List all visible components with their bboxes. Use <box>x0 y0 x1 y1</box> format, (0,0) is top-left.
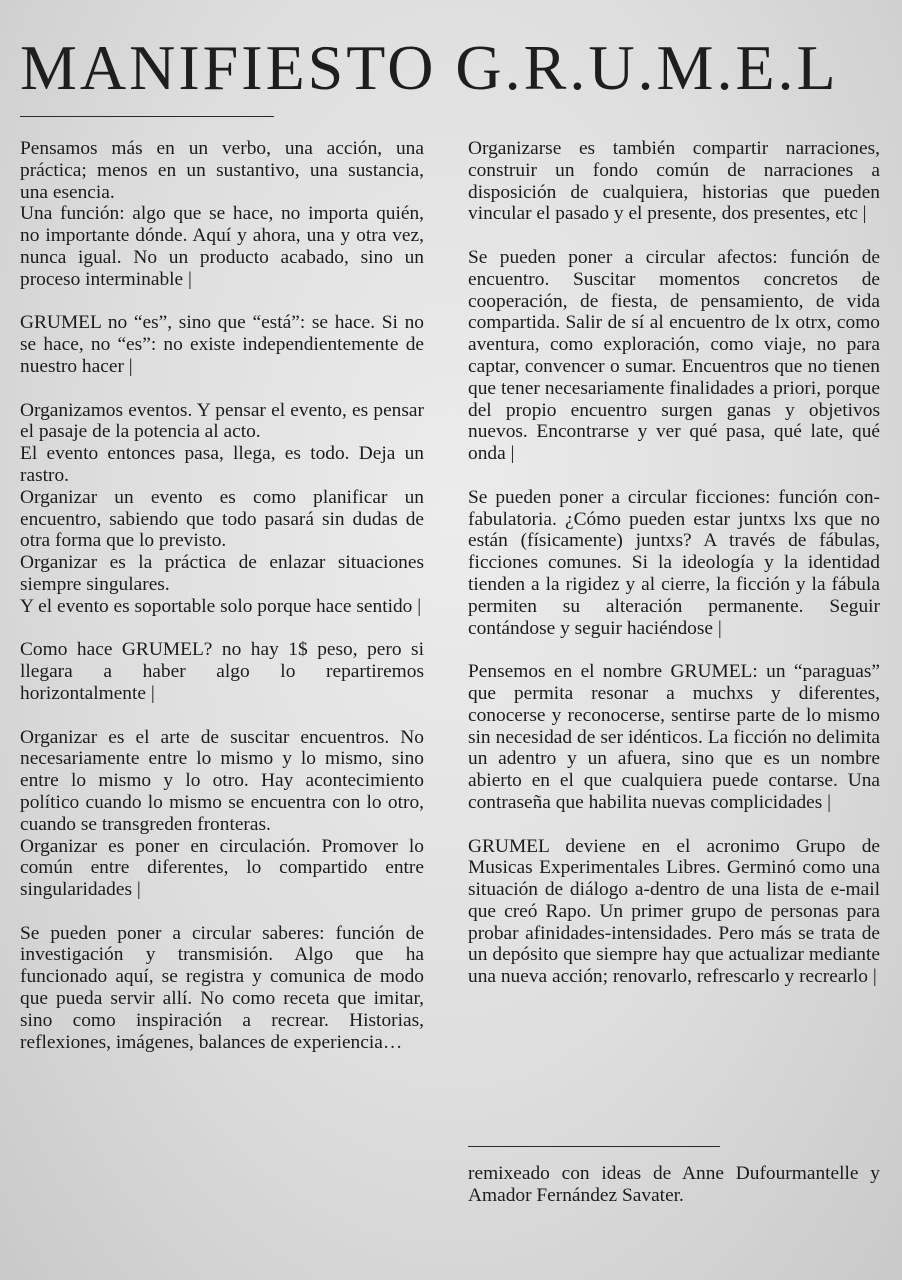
text-line: Organizar es el arte de suscitar encuentros. No necesariamente entre lo mismo y lo mismo, sino entre lo mismo y lo otro. Hay acontecimiento político cuando lo mismo se encuentra con lo otro, cuando se transgreden fronteras. <box>20 726 424 835</box>
footer-divider <box>468 1146 720 1147</box>
paragraph <box>468 487 880 640</box>
page-title: MANIFIESTO G.R.U.M.E.L <box>20 32 839 103</box>
text-line: El evento entonces pasa, llega, es todo. Deja un rastro. <box>20 443 424 486</box>
text-line: Pensamos más en un verbo, una acción, una práctica; menos en un sustantivo, una sustancia, una esencia. <box>20 138 424 203</box>
text-line: Una función: algo que se hace, no importa quién, no importante dónde. Aquí y ahora, una y otra vez, nunca igual. No un producto acabado, sino un proceso interminable | <box>20 203 424 290</box>
text-line: Como hace GRUMEL? no hay 1$ peso, pero si llegara a haber algo lo repartiremos horizontalmente | <box>20 639 424 704</box>
text-line: Se pueden poner a circular afectos: función de encuentro. Suscitar momentos concretos de cooperación, de fiesta, de pensamiento, de vida compartida. Salir de sí al encuentro de lx otrx, como aventura, como exploración, como viaje, no para captar, convencer o sumar. Encuentros que no tienen que tener necesariamente finalidades a priori, porque del propio encuentro surgen ganas y objetivos nuevos. Encontrarse y ver qué pasa, qué late, qué onda | <box>468 246 880 465</box>
text-line: Organizarse es también compartir narraciones, construir un fondo común de narraciones a disposición de cualquiera, historias que pueden vincular el pasado y el presente, dos presentes, etc | <box>468 138 880 225</box>
text-line: Se pueden poner a circular saberes: función de investigación y transmisión. Algo que ha funcionado aquí, se registra y comunica de modo que pueda servir allí. No como receta que imitar, sino como inspiración a recrear. Historias, reflexiones, imágenes, balances de experiencia… <box>20 922 424 1053</box>
right-column <box>468 138 880 1010</box>
text-line: GRUMEL deviene en el acronimo Grupo de Musicas Experimentales Libres. Germinó como una situación de diálogo a-dentro de una lista de e-mail que creó Rapo. Un primer grupo de personas para probar afinidades-intensidades. Pero más se trata de un depósito que siempre hay que actualizar mediante una nueva acción; renovarlo, refrescarlo y recrearlo | <box>468 835 880 988</box>
text-line: Y el evento es soportable solo porque hace sentido | <box>20 595 422 617</box>
paragraph <box>468 247 880 465</box>
text-line: Organizar un evento es como planificar un encuentro, sabiendo que todo pasará sin dudas de otra forma que lo previsto. <box>20 486 424 552</box>
paragraph <box>20 923 424 1054</box>
paragraph <box>468 836 880 989</box>
paragraph <box>468 661 880 814</box>
paragraph <box>20 400 424 618</box>
title-divider <box>20 116 274 117</box>
paragraph <box>20 138 424 291</box>
left-column <box>20 138 424 1075</box>
paragraph <box>20 639 424 704</box>
paragraph <box>20 312 424 377</box>
paragraph <box>468 138 880 225</box>
text-line: GRUMEL no “es”, sino que “está”: se hace. Si no se hace, no “es”: no existe independientemente de nuestro hacer | <box>20 312 424 377</box>
text-line: Pensemos en el nombre GRUMEL: un “paraguas” que permita resonar a muchxs y diferentes, conocerse y reconocerse, sentirse parte de lo mismo sin necesidad de ser idénticos. La ficción no delimita un adentro y un afuera, sino que es un nombre abierto en el que cualquiera puede contarse. Una contraseña que habilita nuevas complicidades | <box>468 661 880 813</box>
text-line: Se pueden poner a circular ficciones: función con-fabulatoria. ¿Cómo pueden estar juntxs lxs que no están (físicamente) juntxs? A través de fábulas, ficciones comunes. Si la ideología y la identidad tienden a la rigidez y al cierre, la ficción y la fábula permiten su alteración permanente. Seguir contándose y seguir haciéndose | <box>468 486 880 639</box>
credits-note: remixeado con ideas de Anne Dufourmantelle y Amador Fernández Savater. <box>468 1163 880 1206</box>
text-line: Organizar es la práctica de enlazar situaciones siempre singulares. <box>20 552 424 595</box>
text-line: Organizamos eventos. Y pensar el evento, es pensar el pasaje de la potencia al acto. <box>20 399 424 443</box>
text-line: Organizar es poner en circulación. Promover lo común entre diferentes, lo compartido entre singularidades | <box>20 835 424 901</box>
paragraph <box>20 727 424 901</box>
